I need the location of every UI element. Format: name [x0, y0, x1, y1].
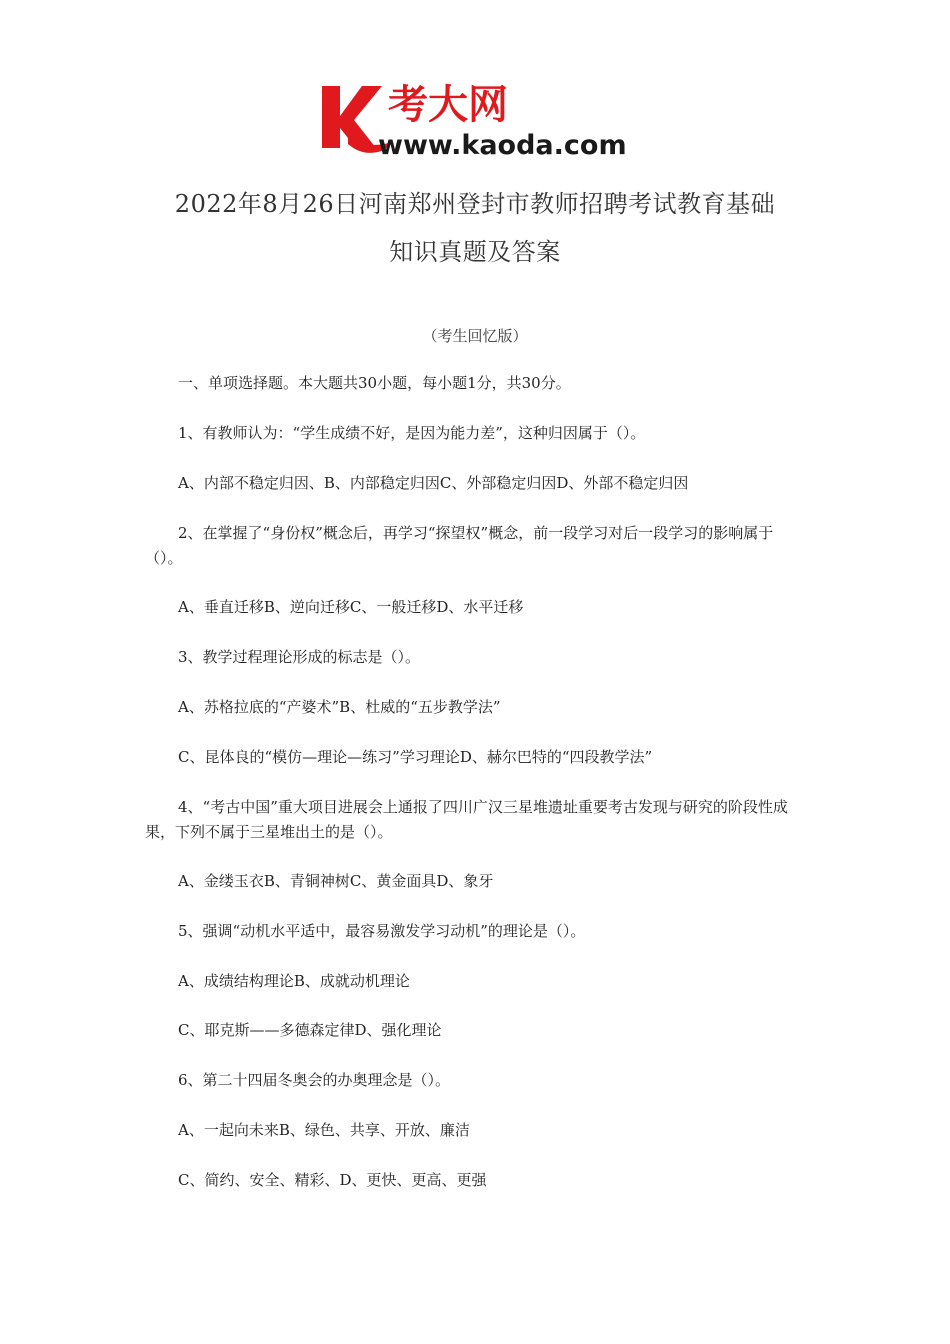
question-6-options-ab: A、一起向未来B、绿色、共享、开放、廉洁: [178, 1121, 470, 1139]
question-5-options-ab: A、成绩结构理论B、成就动机理论: [178, 972, 410, 990]
question-3-options-ab: A、苏格拉底的“产婆术”B、杜威的“五步教学法”: [178, 698, 501, 716]
logo-url-text: www.kaoda.com: [378, 130, 627, 160]
question-4-options: A、金缕玉衣B、青铜神树C、黄金面具D、象牙: [178, 872, 494, 890]
question-2-options: A、垂直迁移B、逆向迁移C、一般迁移D、水平迁移: [178, 598, 524, 616]
section-heading: 一、单项选择题。本大题共30小题，每小题1分，共30分。: [178, 374, 571, 392]
document-title-line2: 知识真题及答案: [389, 238, 561, 266]
question-4: 4、“考古中国”重大项目进展会上通报了四川广汉三星堆遗址重要考古发现与研究的阶段性成果，下列不属于三星堆出土的是（）。: [145, 798, 788, 841]
document-subtitle: （考生回忆版）: [422, 327, 528, 345]
question-5-options-cd: C、耶克斯——多德森定律D、强化理论: [178, 1021, 442, 1039]
question-3: 3、教学过程理论形成的标志是（）。: [178, 648, 421, 666]
question-6-options-cd: C、简约、安全、精彩、D、更快、更高、更强: [178, 1171, 487, 1189]
question-1: 1、有教师认为：“学生成绩不好，是因为能力差”，这种归因属于（）。: [178, 424, 646, 442]
document-title-line1: 2022年8月26日河南郑州登封市教师招聘考试教育基础: [174, 190, 776, 218]
kaoda-logo-graphic: [318, 78, 640, 160]
logo-cn-text: 考大网: [388, 82, 508, 128]
question-5: 5、强调“动机水平适中，最容易激发学习动机”的理论是（）。: [178, 922, 586, 940]
question-2: 2、在掌握了“身份权”概念后，再学习“探望权”概念，前一段学习对后一段学习的影响属于（）。: [145, 524, 774, 567]
question-6: 6、第二十四届冬奥会的办奥理念是（）。: [178, 1071, 451, 1089]
kaoda-logo: [318, 78, 640, 160]
question-3-options-cd: C、昆体良的“模仿—理论—练习”学习理论D、赫尔巴特的“四段教学法”: [178, 748, 653, 766]
question-1-options: A、内部不稳定归因、B、内部稳定归因C、外部稳定归因D、外部不稳定归因: [178, 474, 689, 492]
